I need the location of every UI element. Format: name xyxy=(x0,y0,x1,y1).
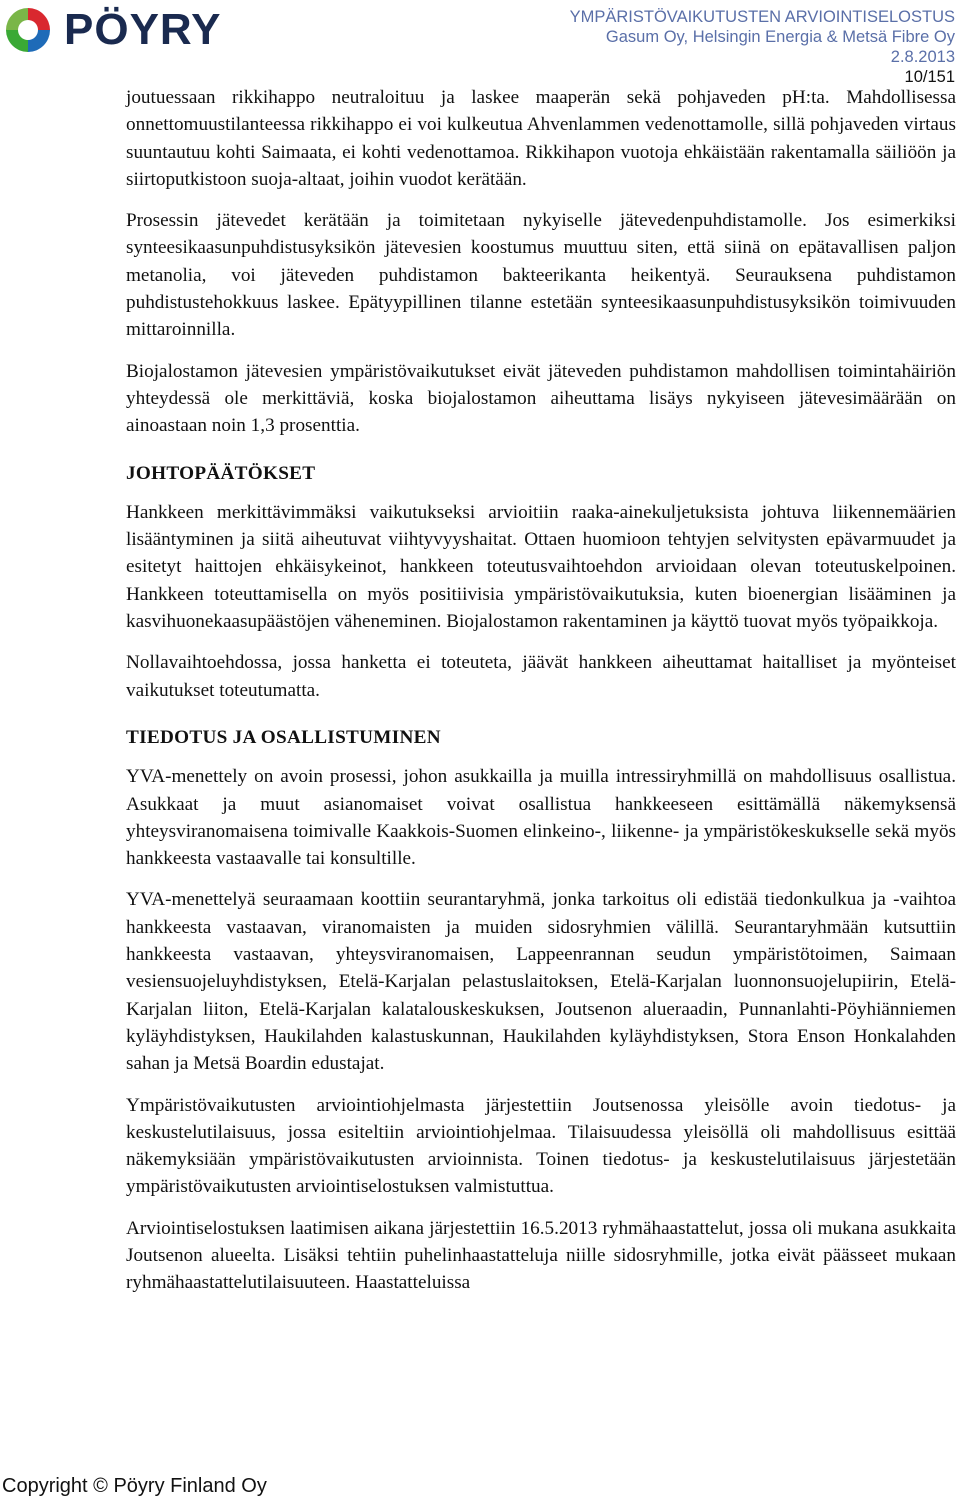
paragraph: Ympäristövaikutusten arviointiohjelmasta järjestettiin Joutsenossa yleisölle avoin tiedotus- ja keskustelutilaisuus, jossa esiteltiin arviointiohjelmaa. Tilaisuudessa yleisöllä oli mahdollisuus esittää näkemyksiään ympäristövaikutusten arvioinnista. Toinen tiedotus- ja keskustelutilaisuus järjestetään ympäristövaikutusten arviointiselostuksen valmistuttua. xyxy=(126,1094,956,1198)
section-heading-conclusions: JOHTOPÄÄTÖKSET xyxy=(126,462,316,484)
document-body xyxy=(126,84,956,1311)
paragraph: YVA-menettelyä seuraamaan koottiin seurantaryhmä, jonka tarkoitus oli edistää tiedonkulkua ja -vaihtoa hankkeesta vastaavan, viranomaisten ja muiden sidosryhmien välillä. Seurantaryhmään kutsuttiin hankkeesta vastaavan, yhteysviranomaisen, Lappeenrannan seudun ympäristötoimen, Saimaan vesiensuojeluyhdistyksen, Etelä-Karjalan pelastuslaitoksen, Etelä-Karjalan luonnonsuojelupiirin, Etelä-Karjalan liiton, Etelä-Karjalan kalatalouskeskuksen, Joutsenon alueraadin, Punnanlahti-Pöyhiänniemen kyläyhdistyksen, Haukilahden kalastuskunnan, Haukilahden kyläyhdistyksen, Stora Enson Honkalahden sahan ja Metsä Boardin edustajat. xyxy=(126,889,956,1075)
paragraph: Nollavaihtoehdossa, jossa hanketta ei toteuteta, jäävät hankkeen aiheuttamat haitalliset ja myönteiset vaikutukset toteutumatta. xyxy=(126,652,956,701)
document-title: YMPÄRISTÖVAIKUTUSTEN ARVIOINTISELOSTUS xyxy=(569,8,955,26)
poyry-logo xyxy=(2,4,272,56)
paragraph: Biojalostamon jätevesien ympäristövaikutukset eivät jäteveden puhdistamon mahdollisen toimintahäiriön yhteydessä ole merkittäviä, koska biojalostamon aiheuttama lisäys nykyiseen jätevesimäärään on ainoastaan noin 1,3 prosenttia. xyxy=(126,360,956,437)
paragraph: joutuessaan rikkihappo neutraloituu ja laskee maaperän sekä pohjaveden pH:ta. Mahdollisessa onnettomuustilanteessa rikkihappo ei voi kulkeutua Ahvenlammen vedenottamolle, sillä pohjaveden virtaus suuntautuu kohti Saimaata, ei kohti vedenottamoa. Rikkihapon vuotoja ehkäistään rakentamalla säiliöön ja siirtoputkistoon suoja-altaat, joihin vuodot kerätään. xyxy=(126,87,956,190)
copyright-footer: Copyright © Pöyry Finland Oy xyxy=(2,1475,267,1497)
document-date: 2.8.2013 xyxy=(890,48,955,66)
paragraph: YVA-menettely on avoin prosessi, johon asukkailla ja muilla intressiryhmillä on mahdollisuus osallistua. Asukkaat ja muut asianomaiset voivat osallistua hankkeeseen esittämällä näkemyksensä yhteysviranomaisena toimivalle Kaakkois-Suomen elinkeino-, liikenne- ja ympäristökeskukselle sekä myös hankkeesta vastaavalle tai konsultille. xyxy=(126,766,956,870)
page-header xyxy=(435,7,955,87)
paragraph: Prosessin jätevedet kerätään ja toimitetaan nykyiselle jätevedenpuhdistamolle. Jos esimerkiksi synteesikaasunpuhdistusyksikön jätevesien koostumus muuttuu siten, että siinä on epätavallisen paljon metanolia, voi jäteveden puhdistamon bakteerikanta heikentyä. Seurauksena puhdistamon puhdistustehokkuus laskee. Epätyypillinen tilanne estetään synteesikaasunpuhdistusyksikön toimivuuden mittaroinnilla. xyxy=(126,210,956,341)
page-number: 10/151 xyxy=(904,68,955,86)
poyry-logo-mark-icon xyxy=(2,4,54,56)
logo-wordmark: PÖYRY xyxy=(64,5,222,54)
paragraph: Arviointiselostuksen laatimisen aikana järjestettiin 16.5.2013 ryhmähaastattelut, jossa oli mukana asukkaita Joutsenon alueelta. Lisäksi tehtiin puhelinhaastatteluja niille sidosryhmille, jotka eivät päässeet mukaan ryhmähaastattelutilaisuuteen. Haastatteluissa xyxy=(126,1217,956,1294)
client-names: Gasum Oy, Helsingin Energia & Metsä Fibre Oy xyxy=(605,28,955,46)
section-heading-participation: TIEDOTUS JA OSALLISTUMINEN xyxy=(126,726,441,748)
paragraph: Hankkeen merkittävimmäksi vaikutukseksi arvioitiin raaka-ainekuljetuksista johtuva liikennemäärien lisääntyminen ja siitä aiheutuvat viihtyvyyshaitat. Ottaen huomioon tehtyjen selvitysten epävarmuudet ja esitetyt haittojen ehkäisykeinot, hankkeen toteutusvaihtoehdon arvioidaan olevan toteutuskelpoinen. Hankkeen toteuttamisella on myös positiivisia ympäristövaikutuksia, kuten bioenergian lisääminen ja kasvihuonekaasupäästöjen väheneminen. Biojalostamon rakentaminen ja käyttö tuovat myös työpaikkoja. xyxy=(126,501,956,633)
